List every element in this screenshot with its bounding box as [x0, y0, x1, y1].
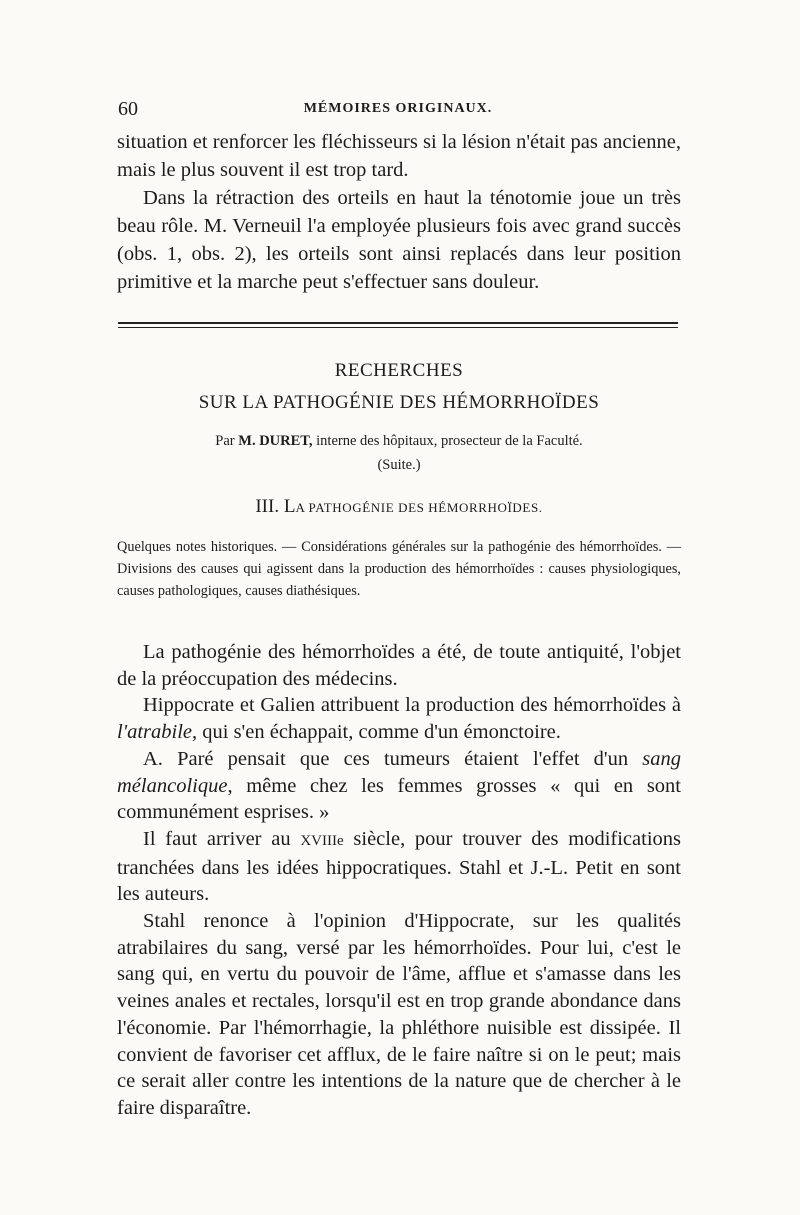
divider-rule	[118, 322, 678, 324]
paragraph: situation et renforcer les fléchisseurs si la lésion n'était pas ancienne, mais le plus souvent il est trop tard.	[117, 131, 681, 181]
divider-rule	[118, 327, 678, 328]
section-summary: Quelques notes historiques. — Considérations générales sur la pathogénie des hémorrhoïdes. — Divisions des causes qui agissent dans la production des hémorrhoïdes : causes physiologiques, causes pathologiques, causes diathésiques.	[117, 539, 681, 599]
paragraph: Stahl renonce à l'opinion d'Hippocrate, sur les qualités atrabilaires du sang, versé par les hémorrhoïdes. Pour lui, c'est le sang qui, en vertu du pouvoir de l'âme, afflue et s'amasse dans les veines anales et rectales, lorsqu'il est en trop grande abondance dans l'économie. Par l'hémorrhagie, la phléthore nuisible est dissipée. Il convient de favoriser cet afflux, de le faire naître si on le peut; mais ce serait aller contre les intentions de la nature que de chercher à le faire disparaître.	[117, 910, 681, 1119]
page-header	[118, 98, 678, 124]
paragraph	[117, 692, 681, 745]
previous-article-text	[117, 128, 681, 296]
byline-prefix: Par	[215, 433, 239, 449]
paragraph: Dans la rétraction des orteils en haut la ténotomie joue un très beau rôle. M. Verneuil l'a employée plusieurs fois avec grand succès (obs. 1, obs. 2), les orteils sont ainsi replacés dans leur position primitive et la marche peut s'effectuer sans douleur.	[117, 187, 681, 293]
century-numeral: XVIIIe	[300, 832, 344, 849]
text-run: , même chez les femmes grosses « qui en sont communément esprises. »	[117, 774, 681, 824]
byline-suffix: interne des hôpitaux, prosecteur de la Faculté.	[312, 433, 583, 449]
text-run: siècle, pour trouver des modifications tranchées dans les idées hippocratiques. Stahl et J.-L. Petit en sont les auteurs.	[117, 827, 681, 906]
article-title-line-1: RECHERCHES	[334, 360, 464, 381]
article-body	[117, 639, 681, 1122]
section-title: A PATHOGÉNIE DES HÉMORRHOÏDES.	[295, 500, 543, 515]
article-title-line-2: SUR LA PATHOGÉNIE DES HÉMORRHOÏDES	[198, 392, 600, 413]
text-run: Hippocrate et Galien attribuent la production des hémorrhoïdes à	[143, 694, 681, 717]
text-run: A. Paré pensait que ces tumeurs étaient l'effet d'un	[143, 747, 643, 770]
section-number: III. L	[255, 496, 296, 517]
continued-label: (Suite.)	[377, 457, 421, 473]
italic-term: l'atrabile	[117, 721, 192, 744]
paragraph	[117, 746, 681, 826]
text-run: Il faut arriver au	[143, 827, 301, 850]
byline	[118, 433, 680, 450]
author-name: M. DURET,	[238, 433, 313, 449]
paragraph: La pathogénie des hémorrhoïdes a été, de toute antiquité, l'objet de la préoccupation des médecins.	[117, 641, 681, 690]
running-head: MÉMOIRES ORIGINAUX.	[303, 101, 493, 116]
page-number: 60	[118, 98, 138, 120]
italic-term: sang mélancolique	[117, 747, 681, 797]
section-heading	[118, 496, 680, 518]
paragraph	[117, 826, 681, 908]
text-run: , qui s'en échappait, comme d'un émonctoire.	[192, 721, 561, 744]
